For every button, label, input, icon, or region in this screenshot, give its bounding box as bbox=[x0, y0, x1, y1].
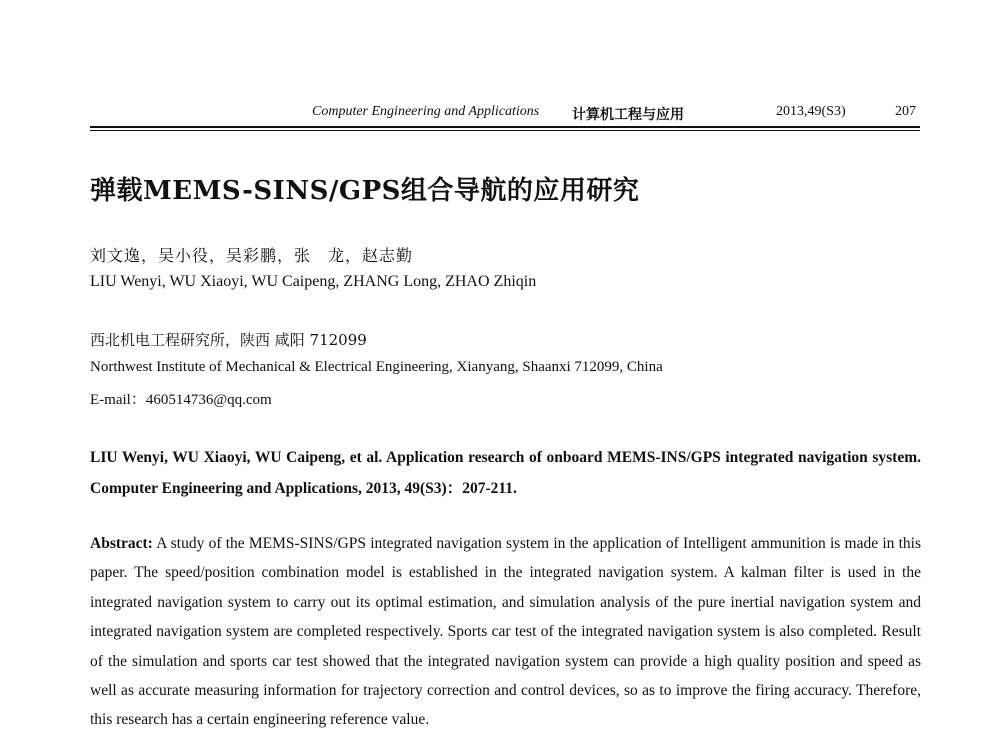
paper-title: 弹载MEMS-SINS/GPS组合导航的应用研究 bbox=[90, 176, 640, 206]
affiliation-cn: 西北机电工程研究所，陕西 咸阳 712099 bbox=[90, 331, 367, 349]
running-header bbox=[0, 104, 919, 126]
header-rule-thin bbox=[90, 130, 920, 131]
affiliation-en: Northwest Institute of Mechanical & Electrical Engineering, Xianyang, Shaanxi 712099, China bbox=[90, 359, 663, 375]
journal-name-en: Computer Engineering and Applications bbox=[312, 104, 540, 119]
citation-reference: LIU Wenyi, WU Xiaoyi, WU Caipeng, et al. Application research of onboard MEMS-INS/GPS integrated navigation system. Computer Engineering and Applications, 2013, 49(S3)：207-211. bbox=[90, 449, 921, 497]
journal-name-cn: 计算机工程与应用 bbox=[572, 107, 684, 123]
abstract-label: Abstract: bbox=[90, 535, 153, 552]
authors-en: LIU Wenyi, WU Xiaoyi, WU Caipeng, ZHANG Long, ZHAO Zhiqin bbox=[90, 273, 537, 290]
header-rule-thick bbox=[90, 126, 920, 128]
author-email: E-mail：460514736@qq.com bbox=[90, 392, 272, 408]
volume-issue: 2013,49(S3) bbox=[776, 104, 846, 119]
abstract bbox=[90, 529, 921, 735]
authors-cn: 刘文逸，吴小役，吴彩鹏，张 龙，赵志勤 bbox=[90, 246, 414, 265]
abstract-text: A study of the MEMS-SINS/GPS integrated navigation system in the application of Intelligent ammunition is made in this paper. The speed/position combination model is established in the integrated navigation system. A kalman filter is used in the integrated navigation system to carry out its optimal estimation, and simulation analysis of the pure inertial navigation system and integrated navigation system are completed respectively. Sports car test of the integrated navigation system is also completed. Result of the simulation and sports car test showed that the integrated navigation system can provide a high quality position and speed as well as accurate measuring information for trajectory correction and control devices, so as to improve the firing accuracy. Therefore, this research has a certain engineering reference value. bbox=[90, 535, 921, 729]
page-number: 207 bbox=[895, 104, 916, 119]
